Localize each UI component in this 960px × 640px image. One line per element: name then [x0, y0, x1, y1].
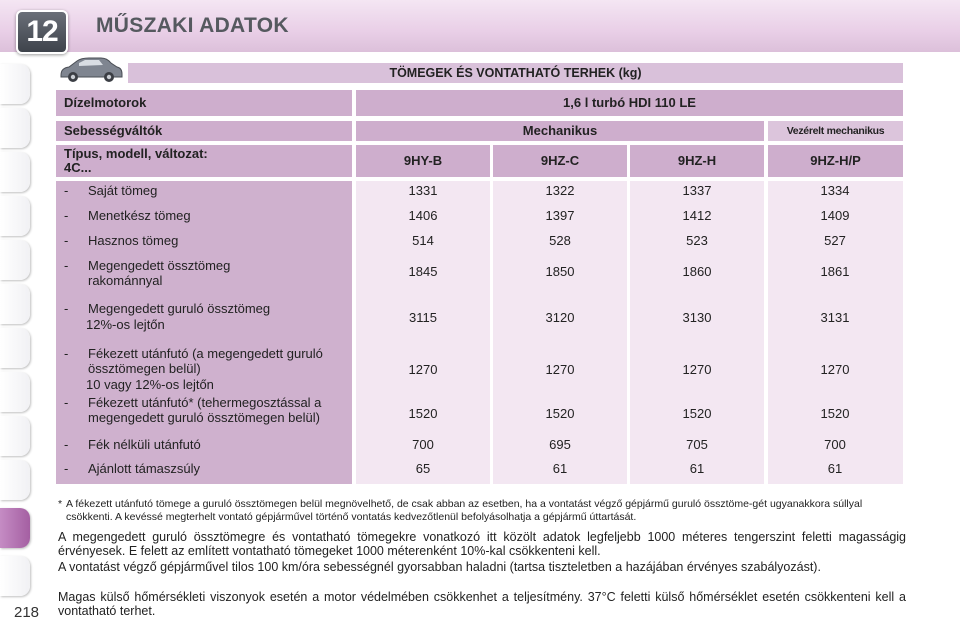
table-cell: 1520 [408, 406, 438, 421]
table-cell: 1334 [820, 183, 850, 198]
table-row-sublabel: 10 vagy 12%-os lejtőn [86, 377, 214, 392]
table-cell: 523 [686, 233, 708, 248]
side-tab-2[interactable] [0, 108, 30, 148]
side-tab-4[interactable] [0, 196, 30, 236]
table-cell: 695 [549, 437, 571, 452]
type-label-line1: Típus, modell, változat: [64, 146, 208, 161]
table-cell: 1331 [408, 183, 438, 198]
table-cell: 61 [552, 461, 568, 476]
table-cell: 1322 [545, 183, 575, 198]
engine-label: Dízelmotorok [56, 90, 352, 116]
table-cell: 65 [415, 461, 431, 476]
type-label-line2: 4C... [64, 160, 92, 175]
side-tab-12[interactable] [0, 556, 30, 596]
table-cell: 1845 [408, 264, 438, 279]
page-number: 218 [14, 604, 40, 621]
table-cell: 700 [412, 437, 434, 452]
side-tab-6[interactable] [0, 284, 30, 324]
table-cell: 61 [689, 461, 705, 476]
side-tab-1[interactable] [0, 64, 30, 104]
table-cell: 1520 [820, 406, 850, 421]
table-cell: 528 [549, 233, 571, 248]
side-tab-active[interactable] [0, 508, 30, 548]
side-tab-7[interactable] [0, 328, 30, 368]
footnote-marker: * [58, 498, 63, 510]
type-label [56, 145, 352, 177]
table-cell: 61 [827, 461, 843, 476]
side-tab-5[interactable] [0, 240, 30, 280]
paragraph-speed: A vontatást végző gépjárművel tilos 100 km/óra sebességnél gyorsabban haladni (tartsa tiszteletben a hazájában érvényes szabályozást). [58, 560, 821, 574]
car-icon [55, 55, 125, 85]
table-cell: 1337 [682, 183, 712, 198]
table-cell: 1850 [545, 264, 575, 279]
table-cell: 1409 [820, 208, 850, 223]
paragraph-temperature: Magas külső hőmérsékleti viszonyok esetén a motor védelmében csökkenhet a teljesítmény. 37°C feletti külső hőmérséklet esetén csökkenteni kell a vontatható terhet. [58, 590, 906, 618]
table-cell: 3120 [545, 310, 575, 325]
gearbox-label: Sebességváltók [56, 121, 352, 141]
table-cell: 1397 [545, 208, 575, 223]
table-cell: 1412 [682, 208, 712, 223]
paragraph-altitude: A megengedett guruló össztömegre és vontatható tömegekre vonatkozó itt közölt adatok legfeljebb 1000 méteres tengerszint feletti magasságig érvényesek. E felett az említett vontatható tömegeket 1000 méterenként 10%-kal csökkenteni kell. [58, 530, 906, 558]
gearbox-auto: Vezérelt mechanikus [768, 121, 903, 141]
footnote-text: A fékezett utánfutó tömege a guruló össztömegen belül megnövelhető, de csak abban az esetben, ha a vontatást végző gépjármű guruló össztöme-gét ugyanakkora súllyal csökkenti. A kevéssé megterhelt vontató gépjárművel történő vontatás kedvezőtlenül befolyásolhatja a gépjármű úttartását. [66, 498, 863, 523]
table-row-sublabel: 12%-os lejtőn [86, 317, 165, 332]
table-cell: 1406 [408, 208, 438, 223]
gearbox-mechanical: Mechanikus [356, 121, 764, 141]
col-header-3: 9HZ-H/P [768, 145, 903, 177]
table-cell: 3131 [820, 310, 850, 325]
page-title: MŰSZAKI ADATOK [96, 14, 289, 37]
table-cell: 1270 [408, 362, 438, 377]
table-cell: 1520 [545, 406, 575, 421]
table-cell: 700 [824, 437, 846, 452]
table-cell: 1860 [682, 264, 712, 279]
table-heading: TÖMEGEK ÉS VONTATHATÓ TERHEK (kg) [128, 63, 903, 83]
table-cell: 1270 [820, 362, 850, 377]
table-cell: 527 [824, 233, 846, 248]
engine-value: 1,6 l turbó HDI 110 LE [356, 90, 903, 116]
col-header-2: 9HZ-H [630, 145, 764, 177]
side-tab-8[interactable] [0, 372, 30, 412]
col-header-1: 9HZ-C [493, 145, 627, 177]
table-cell: 1270 [682, 362, 712, 377]
chapter-badge: 12 [16, 10, 68, 54]
side-tab-9[interactable] [0, 416, 30, 456]
table-cell: 1861 [820, 264, 850, 279]
table-cell: 1520 [682, 406, 712, 421]
table-cell: 514 [412, 233, 434, 248]
side-tab-10[interactable] [0, 460, 30, 500]
col-header-0: 9HY-B [356, 145, 490, 177]
table-cell: 705 [686, 437, 708, 452]
side-tab-3[interactable] [0, 152, 30, 192]
table-cell: 1270 [545, 362, 575, 377]
table-cell: 3130 [682, 310, 712, 325]
table-cell: 3115 [409, 310, 437, 325]
footnote [58, 498, 908, 524]
